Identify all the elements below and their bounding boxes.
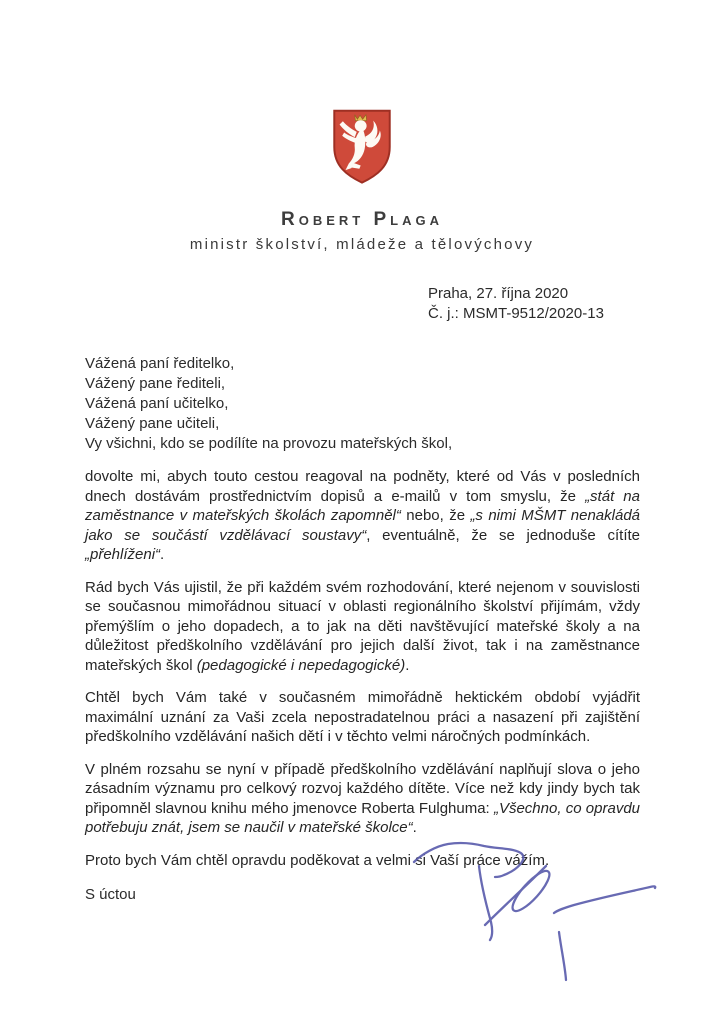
lion-head: [355, 120, 367, 131]
salutation-line: Vážená paní učitelko,: [85, 395, 229, 412]
quoted-italic-text: „stát na zaměstnance v mateřských školách zapomněl“: [85, 487, 640, 524]
letterhead: [0, 0, 724, 255]
signature-stroke: [414, 843, 523, 877]
signature-stroke: [479, 866, 492, 940]
letter-body: [85, 467, 640, 870]
body-text: nebo, že: [400, 507, 471, 524]
closing-phrase: S úctou: [85, 886, 136, 903]
body-text: , eventuálně, že se jednoduše cítíte: [366, 526, 641, 544]
body-text: .: [160, 546, 165, 563]
body-text: Rád bych Vás ujistil, že při každém svém rozhodování, které nejenom v souvislosti se současnou mimořádnou situací v oblasti regionálního školství přijímám, vždy přemýšlím o jeho dopadech, a to jak na děti navštěvující mateřské školy a na důležitost předškolního vzdělávání pro jejich další život, tak i na zaměstnance mateřských škol: [85, 578, 640, 674]
salutation-line: Vážená paní ředitelko,: [85, 355, 235, 372]
reference-number: Č. j.: MSMT-9512/2020-13: [428, 305, 604, 322]
signature-stroke: [559, 932, 566, 980]
czech-coat-of-arms-icon: [329, 106, 395, 188]
quoted-italic-text: „s nimi MŠMT nenakládá jako se součástí vzdělávací soustavy“: [85, 507, 640, 544]
quoted-italic-text: „přehlíženi“: [85, 546, 161, 563]
salutation-line: Vážený pane řediteli,: [85, 375, 226, 392]
handwritten-signature: [398, 826, 680, 998]
salutation-line: Vážený pane učiteli,: [85, 415, 220, 432]
sender-name: Robert Plaga: [280, 209, 443, 230]
sender-title: ministr školství, mládeže a tělovýchovy: [189, 236, 535, 253]
body-text: V plném rozsahu se nyní v případě předškolního vzdělávání naplňují slova o jeho zásadním významu pro celkový rozvoj každého dítěte. Více než kdy jindy bych tak připomněl slavnou knihu mého jmenovce Roberta Fulghuma:: [85, 760, 640, 817]
body-text: Proto bych Vám chtěl opravdu poděkovat a velmi si Vaší práce vážím.: [85, 851, 550, 869]
salutation-line: Vy všichni, kdo se podílíte na provozu mateřských škol,: [85, 435, 453, 452]
paragraph: [85, 467, 640, 565]
place-date: Praha, 27. října 2020: [428, 285, 569, 302]
body-text: .: [412, 819, 417, 836]
signature-stroke: [508, 866, 555, 915]
paragraph: [85, 578, 640, 676]
body-text: dovolte mi, abych touto cestou reagoval na podněty, které od Vás v posledních dnech dostávám prostřednictvím dopisů a e-mailů v tom smyslu, že: [85, 468, 640, 505]
body-text: Chtěl bych Vám také v současném mimořádně hektickém období vyjádřit maximální uznání za Vaši zcela nepostradatelnou práci a nasazení při zajištění předškolního vzdělávání našich dětí i v těchto velmi náročných podmínkách.: [85, 689, 640, 745]
signature-stroke: [554, 886, 655, 913]
quoted-italic-text: „Všechno, co opravdu potřebuju znát, jsem se naučil v mateřské školce“: [85, 799, 641, 836]
quoted-italic-text: (pedagogické i nepedagogické): [196, 656, 406, 674]
body-text: .: [405, 656, 410, 674]
paragraph: [85, 688, 640, 747]
salutation-block: [85, 354, 640, 454]
letter-meta: [428, 284, 724, 324]
